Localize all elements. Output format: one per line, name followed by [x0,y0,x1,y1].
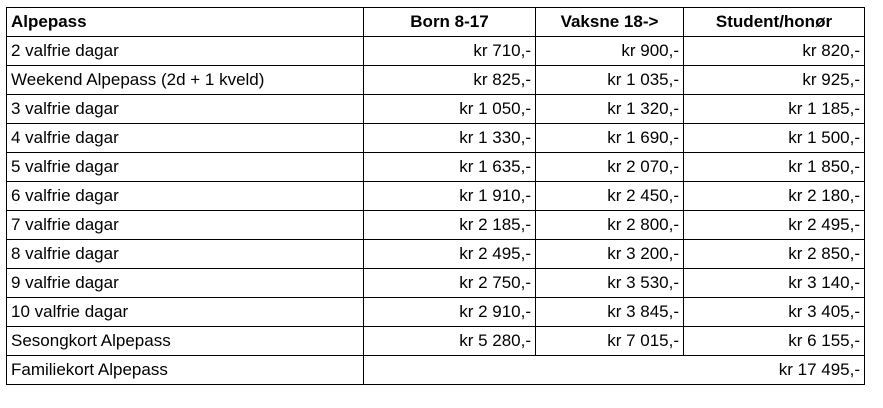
price-vaksne: kr 3 530,- [536,269,684,298]
price-student: kr 6 155,- [684,327,865,356]
price-student: kr 3 405,- [684,298,865,327]
header-name: Alpepass [7,8,364,37]
table-row [7,327,865,356]
price-vaksne: kr 3 845,- [536,298,684,327]
pass-name: 6 valfrie dagar [7,182,364,211]
family-row [7,356,865,385]
price-student: kr 1 500,- [684,124,865,153]
table-row [7,95,865,124]
price-vaksne: kr 7 015,- [536,327,684,356]
price-born: kr 1 330,- [364,124,536,153]
price-student: kr 2 495,- [684,211,865,240]
table-row [7,37,865,66]
price-table [6,7,865,385]
price-vaksne: kr 2 070,- [536,153,684,182]
table-row [7,66,865,95]
price-born: kr 1 635,- [364,153,536,182]
table-row [7,124,865,153]
price-vaksne: kr 2 800,- [536,211,684,240]
price-born: kr 1 910,- [364,182,536,211]
price-student: kr 925,- [684,66,865,95]
pass-name: 7 valfrie dagar [7,211,364,240]
price-student: kr 1 850,- [684,153,865,182]
header-vaksne: Vaksne 18-> [536,8,684,37]
price-student: kr 1 185,- [684,95,865,124]
price-born: kr 825,- [364,66,536,95]
table-row [7,240,865,269]
price-student: kr 2 850,- [684,240,865,269]
price-born: kr 2 495,- [364,240,536,269]
price-vaksne: kr 1 690,- [536,124,684,153]
price-student: kr 820,- [684,37,865,66]
table-row [7,182,865,211]
price-vaksne: kr 1 035,- [536,66,684,95]
pass-name: 2 valfrie dagar [7,37,364,66]
header-student: Student/honør [684,8,865,37]
pass-name: 4 valfrie dagar [7,124,364,153]
header-born: Born 8-17 [364,8,536,37]
table-row [7,298,865,327]
pass-name: Sesongkort Alpepass [7,327,364,356]
price-vaksne: kr 2 450,- [536,182,684,211]
pass-name: 10 valfrie dagar [7,298,364,327]
table-row [7,211,865,240]
family-pass-name: Familiekort Alpepass [7,356,364,385]
price-vaksne: kr 900,- [536,37,684,66]
header-row [7,8,865,37]
pass-name: 3 valfrie dagar [7,95,364,124]
pass-name: 5 valfrie dagar [7,153,364,182]
price-student: kr 3 140,- [684,269,865,298]
pass-name: 8 valfrie dagar [7,240,364,269]
family-pass-price: kr 17 495,- [364,356,865,385]
price-vaksne: kr 3 200,- [536,240,684,269]
pass-name: Weekend Alpepass (2d + 1 kveld) [7,66,364,95]
table-row [7,153,865,182]
pass-name: 9 valfrie dagar [7,269,364,298]
price-born: kr 1 050,- [364,95,536,124]
price-vaksne: kr 1 320,- [536,95,684,124]
price-born: kr 2 185,- [364,211,536,240]
price-born: kr 2 750,- [364,269,536,298]
price-student: kr 2 180,- [684,182,865,211]
price-born: kr 2 910,- [364,298,536,327]
table-row [7,269,865,298]
price-born: kr 5 280,- [364,327,536,356]
price-born: kr 710,- [364,37,536,66]
